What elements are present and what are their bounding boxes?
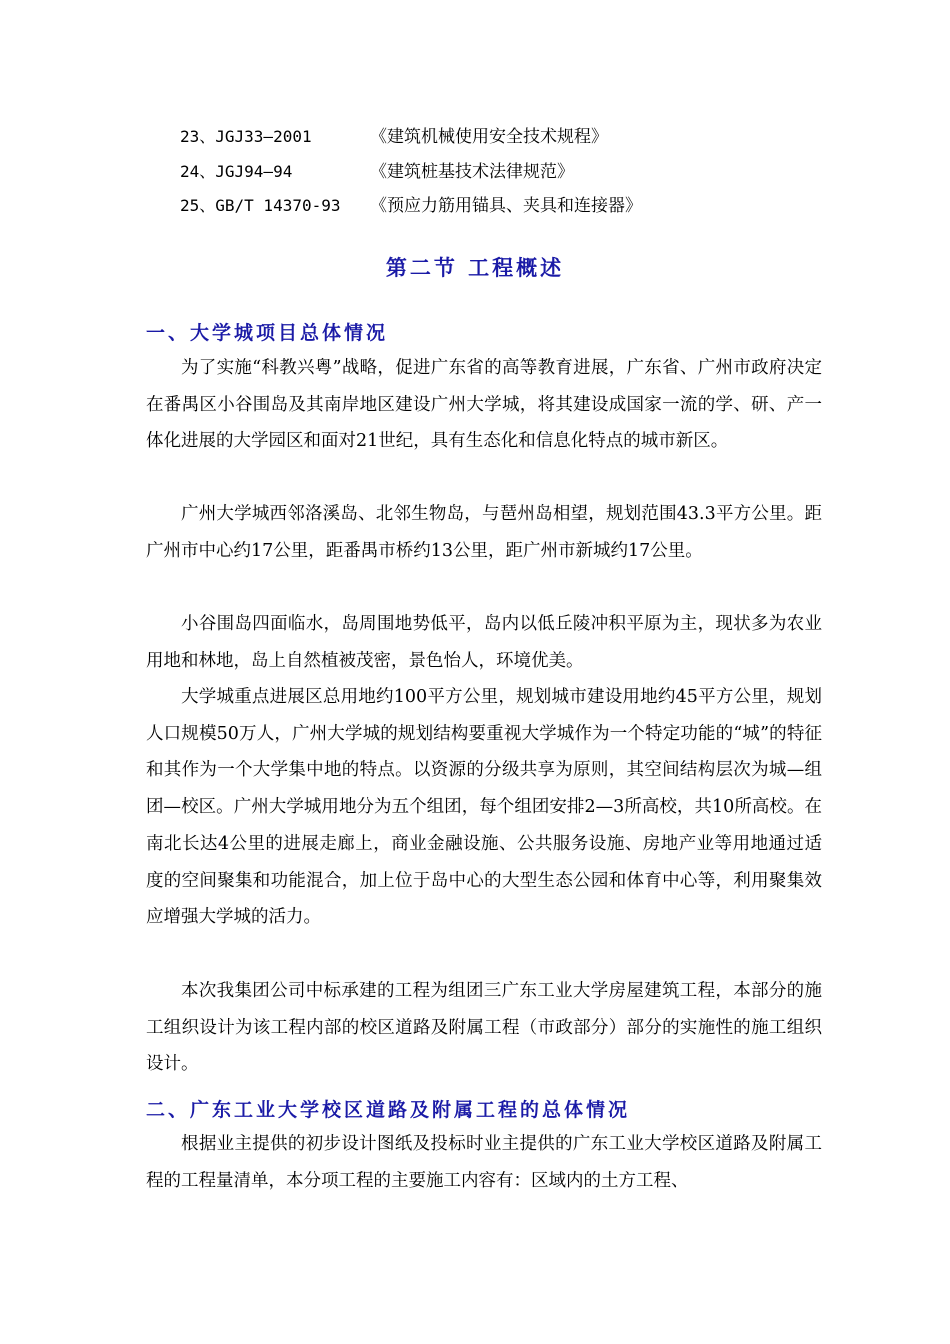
standard-title: 《预应力筋用锚具、夹具和连接器》 — [370, 196, 642, 216]
standard-item — [180, 122, 608, 152]
standard-title: 《建筑桩基技术法律规范》 — [370, 162, 574, 182]
standard-item — [180, 191, 642, 221]
standard-item — [180, 157, 574, 187]
standard-number: 25、GB/T 14370-93 — [180, 196, 341, 215]
heading-overview: 一、大学城项目总体情况 — [146, 322, 389, 344]
section-title: 第二节 工程概述 — [385, 256, 565, 280]
paragraph: 为了实施“科教兴粤”战略，促进广东省的高等教育进展，广东省、广州市政府决定在番禺区小谷围岛及其南岸地区建设广州大学城，将其建设成国家一流的学、研、产一体化进展的大学园区和面对21世纪，具有生态化和信息化特点的城市新区。 — [146, 358, 822, 452]
standard-number: 23、JGJ33—2001 — [180, 127, 312, 146]
paragraph: 根据业主提供的初步设计图纸及投标时业主提供的广东工业大学校区道路及附属工程的工程量清单，本分项工程的主要施工内容有：区域内的土方工程、 — [146, 1134, 822, 1191]
standard-title: 《建筑机械使用安全技术规程》 — [370, 127, 608, 147]
standard-number: 24、JGJ94—94 — [180, 162, 293, 181]
heading-campus-roads: 二、广东工业大学校区道路及附属工程的总体情况 — [146, 1099, 631, 1121]
paragraph: 广州大学城西邻洛溪岛、北邻生物岛，与琶州岛相望，规划范围43.3平方公里。距广州市中心约17公里，距番禺市桥约13公里，距广州市新城约17公里。 — [146, 504, 822, 561]
paragraph: 本次我集团公司中标承建的工程为组团三广东工业大学房屋建筑工程，本部分的施工组织设计为该工程内部的校区道路及附属工程（市政部分）部分的实施性的施工组织设计。 — [146, 981, 822, 1075]
paragraph: 小谷围岛四面临水，岛周围地势低平，岛内以低丘陵冲积平原为主，现状多为农业用地和林地，岛上自然植被茂密，景色怡人，环境优美。 — [146, 614, 822, 671]
paragraph: 大学城重点进展区总用地约100平方公里，规划城市建设用地约45平方公里，规划人口规模50万人，广州大学城的规划结构要重视大学城作为一个特定功能的“城”的特征和其作为一个大学集中地的特点。以资源的分级共享为原则，其空间结构层次为城—组团—校区。广州大学城用地分为五个组团，每个组团安排2—3所高校，共10所高校。在南北长达4公里的进展走廊上，商业金融设施、公共服务设施、房地产业等用地通过适度的空间聚集和功能混合，加上位于岛中心的大型生态公园和体育中心等，利用聚集效应增强大学城的活力。 — [146, 687, 822, 928]
